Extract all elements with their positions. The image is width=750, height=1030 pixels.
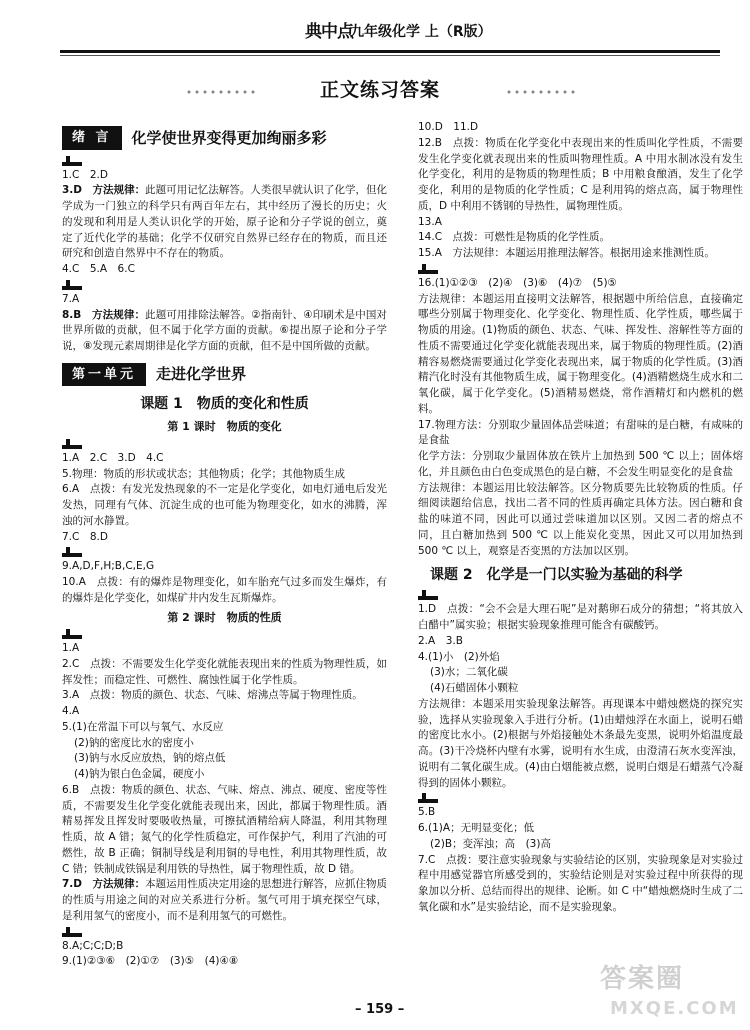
answer-lead: 7.D 方法规律： [62,878,146,891]
brand-logo: 典中点 [305,22,353,42]
answer-line: 14.C 点拨：可燃性是物质的化学性质。 [418,231,611,244]
intro-heading [62,126,387,150]
unit-heading [62,363,387,387]
answer-line: 3.A 点拨：物质的颜色、状态、气味、熔沸点等属于物理性质。 [62,689,363,702]
answer-line: 5.B [418,806,436,819]
unit-badge: 第一单元 [62,363,146,387]
unit-title: 走进化学世界 [156,365,247,384]
answer-line: 1.A [62,642,80,654]
answer-line: (4)钠为银白色金属，硬度小 [74,768,205,780]
answer-lead: 3.D 方法规律： [62,184,146,197]
answer-line: 9.A,D,F,H;B,C,E,G [62,560,155,573]
answer-line: 7.A [62,292,80,305]
exercise-marker-icon [62,439,84,449]
period-title: 第 1 课时 物质的变化 [167,420,282,434]
answer-line: 5.(1)在常温下可以与氧气、水反应 [62,720,224,733]
answer-line: 17.物理方法：分别取少量固体品尝味道；有甜味的是白糖，有咸味的是食盐 [418,418,743,447]
decorative-dots-right [505,88,575,96]
exercise-marker-icon [62,927,84,937]
answer-line: (3)水；二氧化碳 [430,666,508,679]
answer-line: (2)B；变浑浊；高 (3)高 [430,837,551,850]
watermark-url: MXQE.COM [610,998,739,1019]
page-header [60,14,720,44]
answer-line: 化学方法：分别取少量固体放在铁片上加热到 500 ℃ 以上；固体熔化，并且颜色由白色变成黑色的是白糖，不会发生明显变化的是食盐 [418,450,743,478]
answer-line: 4.A [62,705,80,717]
answer-line: 1.A 2.C 3.D 4.C [62,451,164,464]
answer-line: 2.A 3.B [418,634,463,647]
answer-text: 此题可用排除法解答。②指南针、④印刷术是中国对世界所做的贡献，但不属于化学方面的贡献。⑥提出原子论和分子学说，⑧发现元素周期律是化学方面的贡献，但不是中国所做的贡献。 [62,308,387,352]
lesson-title: 课题 1 物质的变化和性质 [140,396,309,413]
answer-line: (4)石蜡固体小颗粒 [430,682,519,694]
answer-line: 16.(1)①②③ (2)④ (3)⑥ (4)⑦ (5)⑤ [418,276,617,289]
period-title: 第 2 课时 物质的性质 [167,610,282,624]
answer-line: 2.C 点拨：不需要发生化学变化就能表现出来的性质为物理性质，如挥发性；而稳定性、可燃性、腐蚀性属于化学性质。 [62,657,387,686]
intro-badge: 绪 言 [62,126,122,150]
answer-line: 6.B 点拨：物质的颜色、状态、气味、熔点、沸点、硬度、密度等性质，不需要发生化学变化就能表现出来，因此，都属于物理性质。酒精易挥发且挥发时要吸收热量，可擦拭酒精给病人降温，利用其物理性质，故 A 错；氮气的化学性质稳定，可作保护气，利用了汽油的可燃性，故 B 正确；铜制导线是利用铜的导电性，利用其物理性质，故 C 错；铁制成铁锅是利用铁的导热性，属于物理性质，故 D 错。 [62,783,387,875]
answer-line [62,877,387,924]
answer-line: 6.A 点拨：有发光发热现象的不一定是化学变化，如电灯通电后发光发热，同理有气体、沉淀生成的也可能为物理变化，如水的沸腾，浑浊的河水静置。 [62,483,387,527]
answer-line: 10.A 点拨：有的爆炸是物理变化，如车胎充气过多而发生爆炸，有的爆炸是化学变化，如煤矿井内发生瓦斯爆炸。 [62,576,387,604]
banner-title: 正文练习答案 [319,79,440,101]
exercise-marker-icon [418,793,440,803]
exercise-marker-icon [62,629,84,639]
answer-line: 5.物理：物质的形状或状态；其他物质；化学；其他物质生成 [62,467,346,480]
header-rule [60,50,720,53]
answer-text: 此题可用记忆法解答。人类很早就认识了化学，但化学成为一门独立的科学只有两百年左右，其中经历了漫长的历史；火的发现和利用是人类认识化学的开始，原子论和分子学说的创立，奠定了近代化学的基础；化学不仅研究自然界已经存在的物质，而且还研究和创造自然界中不存在的物质。 [62,184,387,260]
book-title: 九年级化学 上（R版） [350,24,492,40]
answer-line: 13.A [418,215,442,228]
answer-line: 7.C 8.D [62,530,108,543]
left-column [62,120,387,1000]
exercise-marker-icon [62,156,84,166]
section-banner [255,76,505,106]
exercise-marker-icon [62,280,84,290]
answer-line: 方法规律：本题运用直接明文法解答，根据题中所给信息，直接确定哪些分别属于物理变化、化学变化、物理性质、化学性质，哪些属于物质的用途。(1)物质的颜色、状态、气味、挥发性、溶解性等方面的性质不需要通过化学变化就能表现出来，属于物质的物理性质。(2)酒精容易燃烧需要通过化学变化表现出来，属于物质的化学性质。(3)酒精汽化时没有其他物质生成，属于物理变化。(4)酒精燃烧生成水和二氧化碳，属于化学变化。(5)酒精易燃烧，常作酒精灯和内燃机的燃料。 [418,292,743,415]
answer-line: 12.B 点拨：物质在化学变化中表现出来的性质叫化学性质，不需要发生化学变化就表现出来的性质叫物理性质。A 中用水制冰没有发生化学变化，利用的是物质的物理性质；B 中用粮食酿酒，发生了化学变化，利用的是物质的化学性质；C 是利用钨的熔点高，属于物理性质，D 中利用不锈钢的导热性，属物理性质。 [418,136,743,212]
page-number: – 159 – [355,1002,405,1017]
answer-text: 本题运用性质决定用途的思想进行解答，应抓住物质的性质与用途之间的对应关系进行分析。氢气可用于填充探空气球，是利用氢气的密度小，而不是利用氢气的可燃性。 [62,878,387,922]
answer-line [62,308,387,355]
answer-line: 1.C 2.D [62,168,108,181]
header-rule-thin [60,55,720,56]
answer-line: 7.C 点拨：要注意实验现象与实验结论的区别，实验现象是对实验过程中用感觉器官所感受到的，实验结论则是对实验过程中所获得的现象加以分析、总结而得出的规律、论断。如 C 中“蜡烛燃烧时生成了二氧化碳和水”是实验结论，而不是实验现象。 [418,853,743,913]
answer-line: (3)钠与水反应放热，钠的熔点低 [74,752,226,765]
answer-line: 方法规律：本题采用实验现象法解答。再现课本中蜡烛燃烧的探究实验，选择从实验现象入手进行分析。(1)由蜡烛浮在水面上，说明石蜡的密度比水小。(2)根据与外焰接触处木条最先变黑，说明外焰温度最高。(3)干冷烧杯内壁有水雾，说明有水生成，由澄清石灰水变浑浊，说明有二氧化碳生成。(4)由白烟能被点燃，说明白烟是石蜡蒸气冷凝得到的固体小颗粒。 [418,697,743,789]
answer-line [62,183,387,262]
exercise-marker-icon [418,590,440,600]
answer-line: 方法规律：本题运用比较法解答。区分物质要先比较物质的性质。仔细阅读题给信息，找出二者不同的性质再确定具体方法。因白糖和食盐的味道不同，因此可以通过尝味道加以区别。又因二者的熔点不同，且白糖加热到 500 ℃ 以上能炭化变黑，因此又可以用加热到 500 ℃ 以上，观察是否变黑的方法加以区别。 [418,481,743,557]
right-column [418,120,743,1000]
answer-lead: 8.B 方法规律： [62,308,146,321]
answer-line: 4.C 5.A 6.C [62,263,135,275]
answer-line: 15.A 方法规律：本题运用推理法解答。根据用途来推测性质。 [418,247,715,259]
decorative-dots-left [185,88,255,96]
exercise-marker-icon [418,264,440,274]
watermark-logo: 答案圈 [600,964,685,994]
answer-line: (2)钠的密度比水的密度小 [74,736,194,749]
answer-line: 10.D 11.D [418,121,479,133]
answer-line: 6.(1)A；无明显变化；低 [418,822,535,834]
exercise-marker-icon [62,547,84,557]
answer-line: 8.A;C;C;D;B [62,939,124,952]
intro-title: 化学使世界变得更加绚丽多彩 [131,128,327,147]
answer-line: 4.(1)小 (2)外焰 [418,650,500,663]
lesson-title: 课题 2 化学是一门以实验为基础的科学 [430,567,683,584]
answer-line: 9.(1)②③⑥ (2)①⑦ (3)⑤ (4)④⑧ [62,955,239,968]
answer-line: 1.D 点拨：“会不会是大理石呢”是对鹅卵石成分的猜想；“将其放入白醋中”属实验；根据实验现象推理可能含有碳酸钙。 [418,603,743,631]
